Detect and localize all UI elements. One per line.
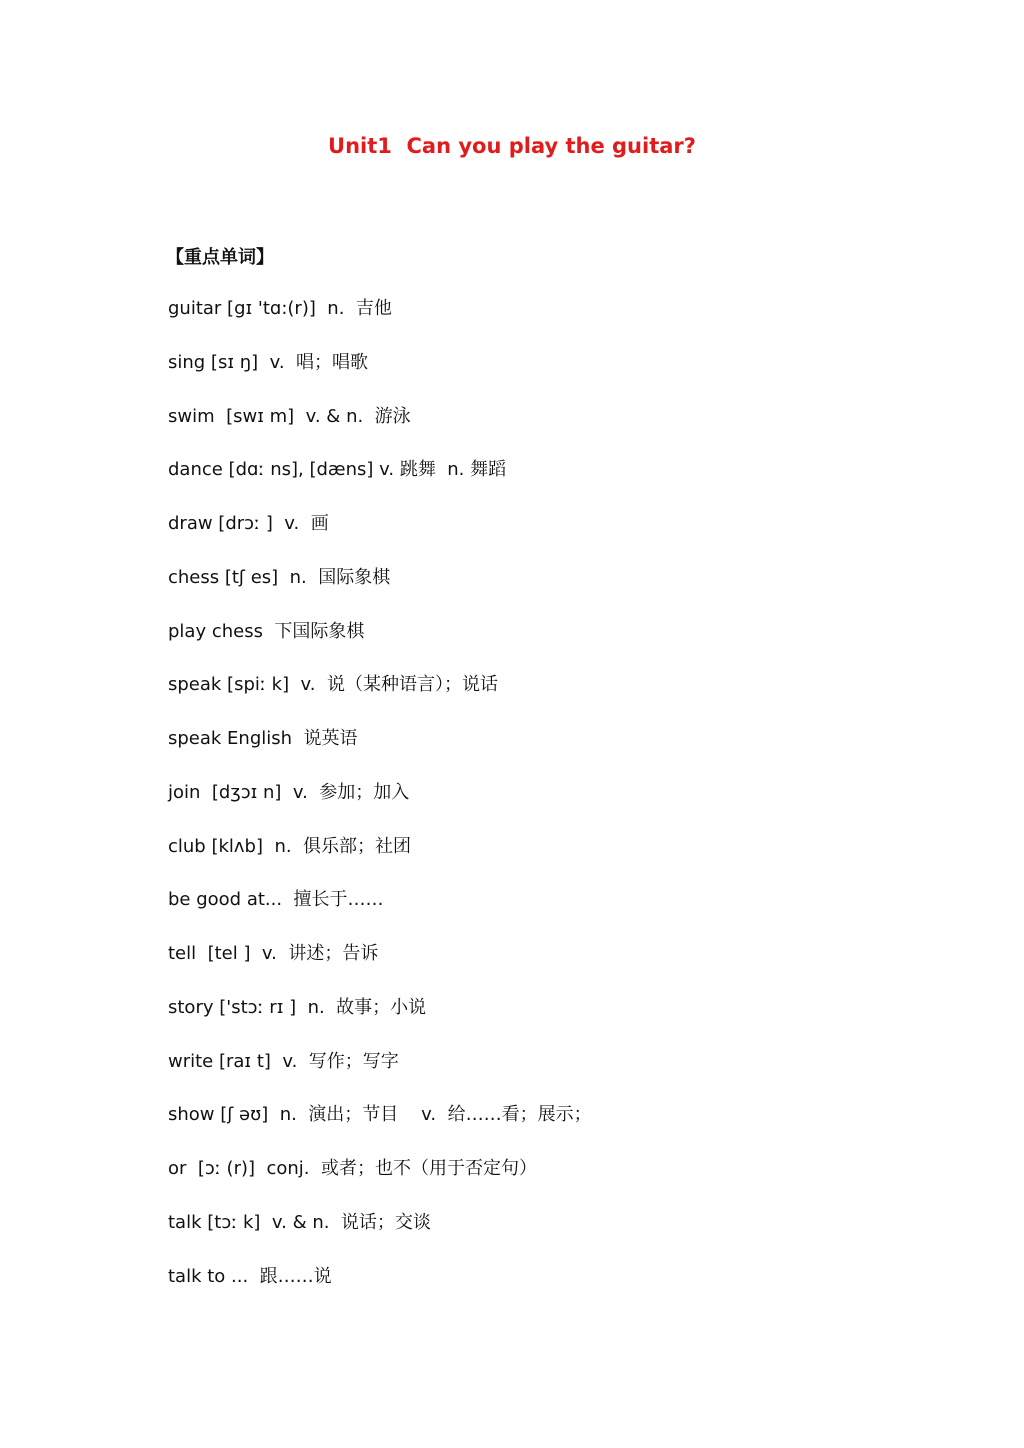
vocab-entry-write: write [raɪ t] v. 写作；写字 (168, 1050, 399, 1072)
vocab-entry-swim: swim [swɪ m] v. & n. 游泳 (168, 405, 411, 427)
vocab-entry-dance: dance [dɑː ns], [dæns] v. 跳舞 n. 舞蹈 (168, 459, 507, 481)
vocab-entry-talk: talk [tɔː k] v. & n. 说话；交谈 (168, 1211, 431, 1233)
section-heading: 【重点单词】 (166, 247, 274, 268)
vocab-entry-speak-english: speak English 说英语 (168, 728, 358, 749)
vocab-entry-tell: tell [tel ] v. 讲述；告诉 (168, 943, 379, 964)
vocab-entry-or: or [ɔː (r)] conj. 或者；也不（用于否定句） (168, 1158, 537, 1179)
vocab-entry-club: club [klʌb] n. 俱乐部；社团 (168, 835, 412, 857)
vocab-entry-speak: speak [spiː k] v. 说（某种语言）；说话 (168, 674, 498, 696)
vocab-entry-show: show [ʃ əʊ] n. 演出；节目 v. 给……看；展示； (168, 1104, 592, 1126)
vocab-entry-draw: draw [drɔː ] v. 画 (168, 513, 329, 534)
vocab-entry-story: story ['stɔː rɪ ] n. 故事；小说 (168, 996, 427, 1018)
vocab-entry-join: join [dʒɔɪ n] v. 参加；加入 (168, 781, 410, 803)
vocab-entry-be-good-at: be good at... 擅长于…… (168, 889, 384, 911)
vocab-list (168, 295, 868, 1316)
vocab-entry-talk-to: talk to ... 跟……说 (168, 1265, 332, 1287)
page-title: Unit1 Can you play the guitar? (328, 134, 696, 158)
vocab-entry-sing: sing [sɪ ŋ] v. 唱；唱歌 (168, 351, 369, 373)
vocab-entry-play-chess: play chess 下国际象棋 (168, 620, 365, 642)
vocab-entry-chess: chess [tʃ es] n. 国际象棋 (168, 566, 391, 588)
vocab-entry-guitar: guitar [gɪ 'tɑ:(r)] n. 吉他 (168, 298, 392, 319)
